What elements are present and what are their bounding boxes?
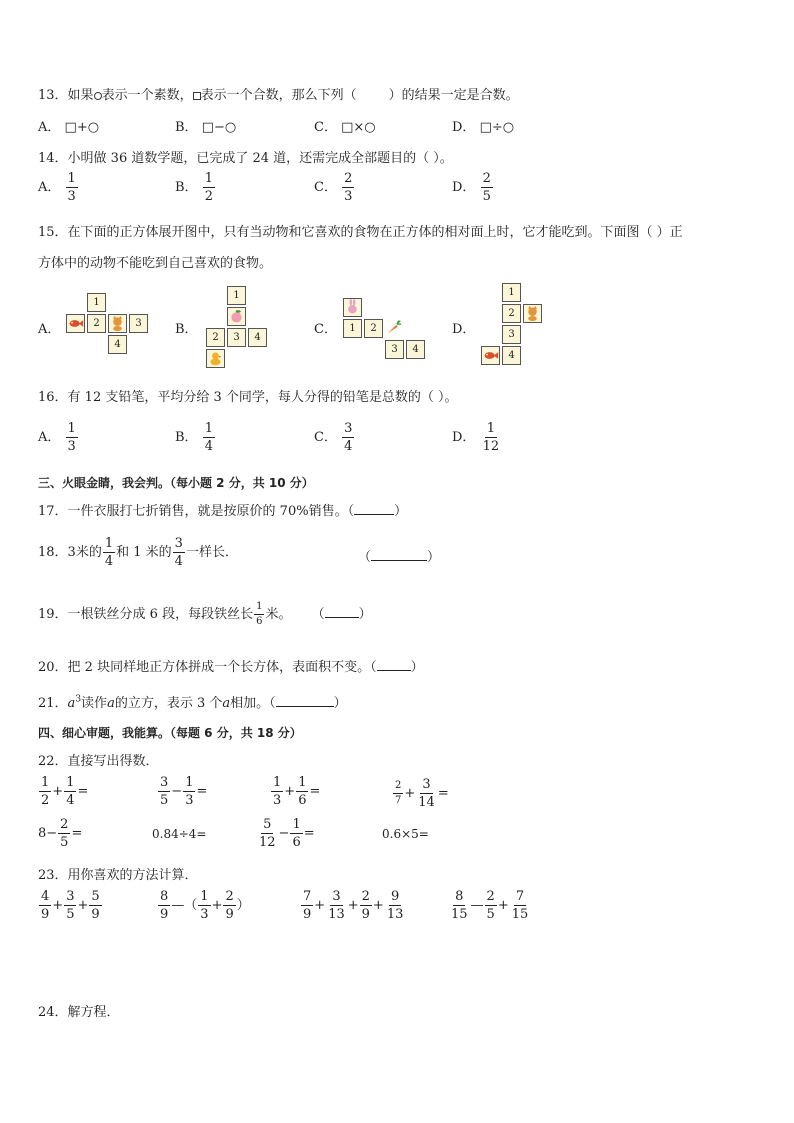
q14-option-c[interactable]: C． $\frac{2}{3}$ [314,171,353,204]
q13-option-a[interactable]: A． □+○ [38,120,100,135]
q20: 20．把 2 块同样地正方体拼成一个长方体，表面积不变。（ ） [38,660,424,675]
net-face: 3 [227,328,246,347]
net-face: 3 [385,340,404,359]
cat-icon [108,314,127,333]
net-face: 4 [108,335,127,354]
q13-stem: 13．如果 表示一个素数， 表示一个合数，那么下列（ ）的结果一定是合数。 [38,88,519,103]
peach-icon [227,307,246,326]
q22-expr-2: $\frac{3}{5}$ − $\frac{1}{3}$ = [160,775,208,808]
answer-blank[interactable] [354,504,394,515]
q23-expr-2: $\frac{8}{9}$ —（ $\frac{1}{3}$ + $\frac{2}{9}$ ） [160,889,250,922]
q22-expr-8: 0.6×5= [382,827,429,841]
q15-stem-line2: 方体中的动物不能吃到自己喜欢的食物。 [38,256,273,271]
q13-option-d[interactable]: D． □÷○ [452,120,515,135]
answer-blank[interactable] [276,696,334,707]
cat-icon [523,304,542,323]
net-face: 3 [502,325,521,344]
fish-icon [66,314,85,333]
q24-stem: 24．解方程． [38,1005,120,1020]
net-face: 1 [343,319,362,338]
q22-expr-6: 0.84÷4= [152,827,207,841]
carrot-icon [385,319,404,338]
q21: 21．$a^3$读作a的立方，表示 3 个a相加。（ ） [38,694,347,711]
q23-expr-1: $\frac{4}{9}$ + $\frac{3}{5}$ + $\frac{5}{9}$ [41,889,100,922]
q22-expr-7: $\frac{5}{12}$ − $\frac{1}{6}$ = [259,817,315,850]
q14-option-d[interactable]: D． $\frac{2}{5}$ [452,171,491,204]
q22-expr-1: $\frac{1}{2}$ + $\frac{1}{4}$ = [41,775,89,808]
q23-expr-4: $\frac{8}{15}$ — $\frac{2}{5}$ + $\frac{7}{15}$ [451,889,529,922]
q15-stem-line1: 15．在下面的正方体展开图中，只有当动物和它喜欢的食物在正方体的相对面上时，它才能吃到。下面图（ ）正 [38,225,683,240]
q13-option-b[interactable]: B． □−○ [175,120,237,135]
net-face: 1 [227,286,246,305]
q22-expr-5: 8− $\frac{2}{5}$ = [38,817,83,850]
q15-option-d[interactable]: D． [452,322,476,337]
q15-option-a[interactable]: A． [38,322,61,337]
q18-answer: （ ） [358,550,441,565]
q22-expr-3: $\frac{1}{3}$ + $\frac{1}{6}$ = [273,775,321,808]
chick-icon [206,349,225,368]
rabbit-icon [343,298,362,317]
section-4-heading: 四、细心审题，我能算。（每题 6 分，共 18 分） [38,726,302,740]
q23-expr-3: $\frac{7}{9}$ + $\frac{3}{13}$ + $\frac{2}{9}$ + $\frac{9}{13}$ [303,889,404,922]
net-face: 2 [87,314,106,333]
fish-icon [481,346,500,365]
q19: 19．一根铁丝分成 6 段，每段铁丝长 $\frac{1}{6}$ 米。 （ ） [38,601,372,627]
q23-stem: 23．用你喜欢的方法计算． [38,868,198,883]
net-face: 2 [206,328,225,347]
answer-blank[interactable] [377,660,411,671]
q18: 18．3米的 $\frac{1}{4}$ 和 1 米的 $\frac{3}{4}$ 一样长． [38,536,238,569]
q13-option-c[interactable]: C． □×○ [314,120,376,135]
net-face: 4 [502,346,521,365]
q16-option-a[interactable]: A． $\frac{1}{3}$ [38,421,76,454]
q14-stem: 14．小明做 36 道数学题，已完成了 24 道，还需完成全部题目的（ ）。 [38,151,453,166]
q16-option-c[interactable]: C． $\frac{3}{4}$ [314,421,353,454]
answer-blank[interactable] [325,607,359,618]
answer-blank[interactable] [371,550,427,561]
square-symbol-icon [193,92,201,100]
q17: 17．一件衣服打七折销售，就是按原价的 70%销售。（ ） [38,504,408,519]
q15-option-b[interactable]: B． [175,322,198,337]
q16-option-d[interactable]: D． $\frac{1}{12}$ [452,421,500,454]
q16-option-b[interactable]: B． $\frac{1}{4}$ [175,421,213,454]
q22-expr-4: $\frac{2}{7}$ + $\frac{3}{14}$ = [395,777,449,810]
q14-option-a[interactable]: A． $\frac{1}{3}$ [38,171,76,204]
net-face: 1 [87,293,106,312]
net-face: 4 [406,340,425,359]
net-face: 1 [502,283,521,302]
q16-stem: 16．有 12 支铅笔，平均分给 3 个同学，每人分得的铅笔是总数的（ ）。 [38,390,458,405]
net-face: 3 [129,314,148,333]
net-face: 2 [364,319,383,338]
circle-symbol-icon [94,92,102,100]
section-3-heading: 三、火眼金睛，我会判。（每小题 2 分，共 10 分） [38,476,314,490]
q14-option-b[interactable]: B． $\frac{1}{2}$ [175,171,213,204]
net-face: 4 [248,328,267,347]
q22-stem: 22．直接写出得数． [38,754,159,769]
q15-option-c[interactable]: C． [314,322,337,337]
net-face: 2 [502,304,521,323]
